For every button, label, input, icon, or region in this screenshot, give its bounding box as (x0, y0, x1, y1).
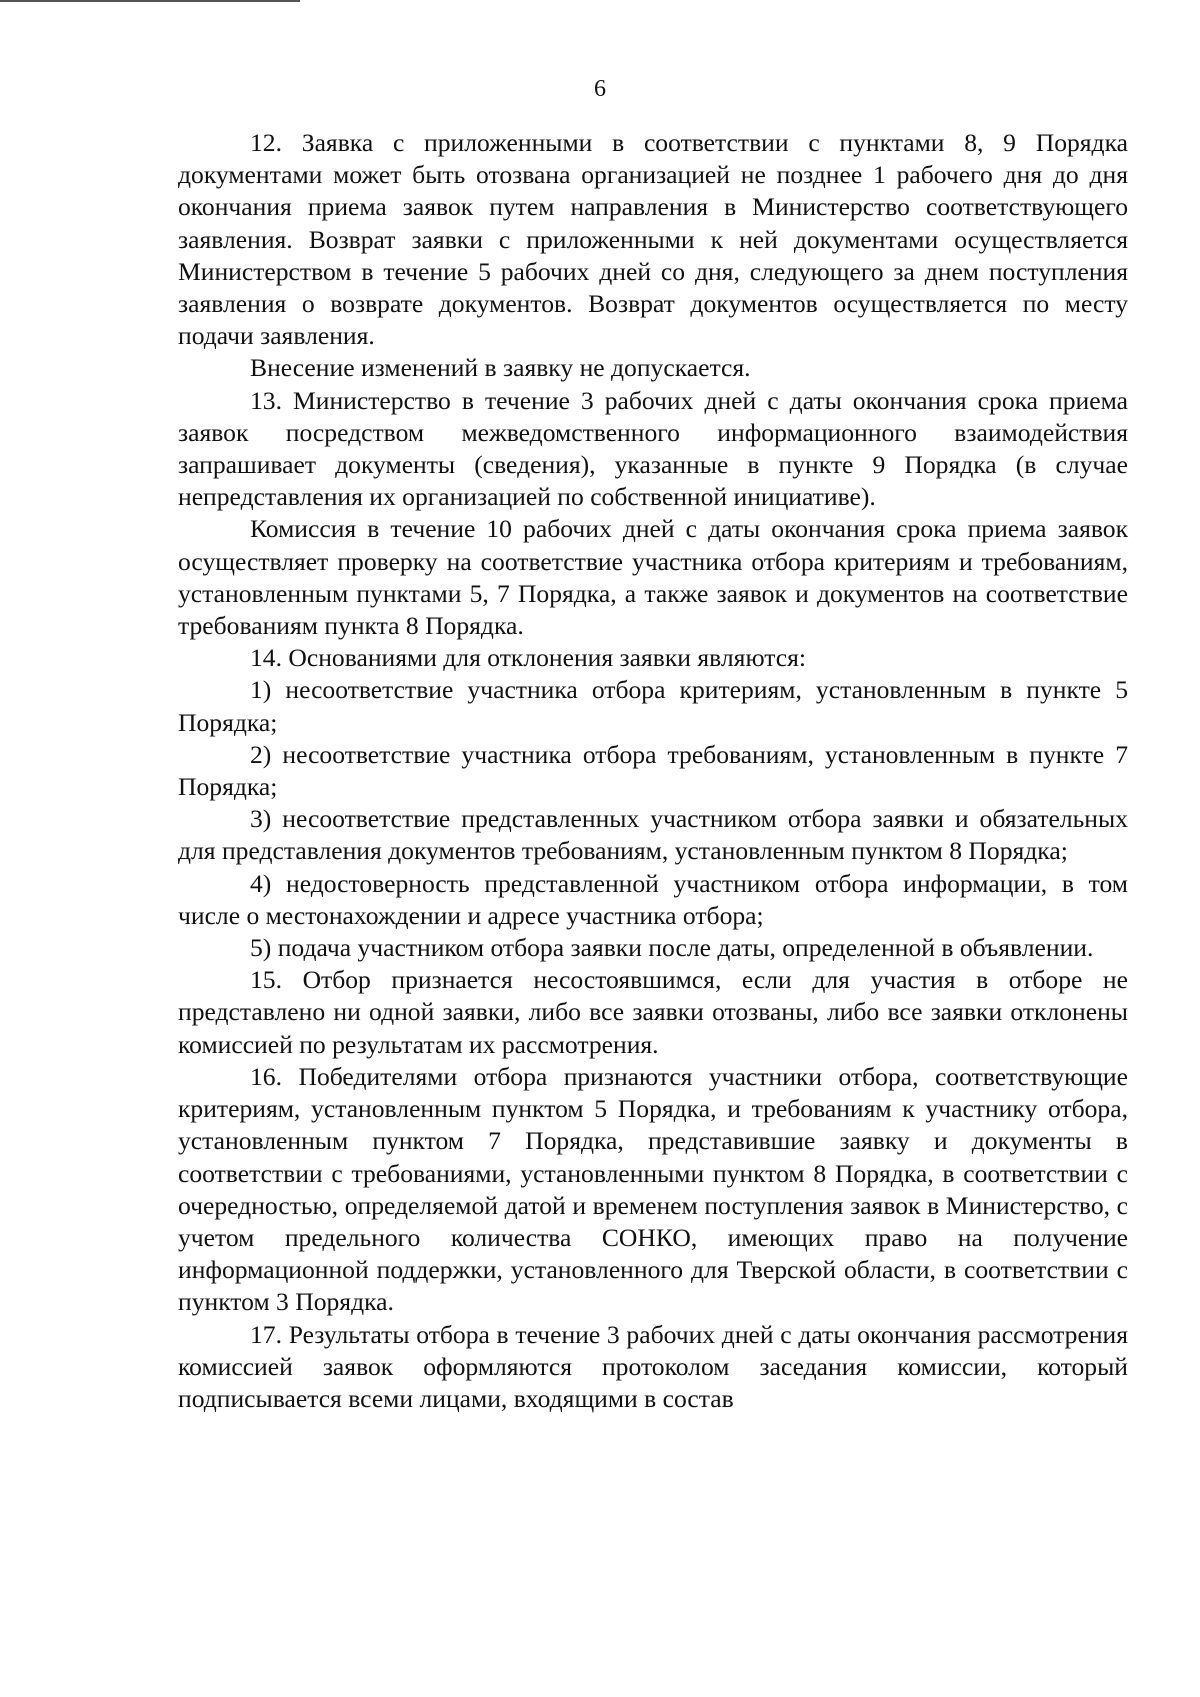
paragraph-no-changes: Внесение изменений в заявку не допускается. (250, 353, 751, 383)
paragraph-12: 12. Заявка с приложенными в соответствии с пунктами 8, 9 Порядка документами может быть отозвана организацией не позднее 1 рабочего дня до дня окончания приема заявок путем направления в Министерство соответствующего заявления. Возврат заявки с приложенными к ней документами осуществляется Министерством в течение 5 рабочих дней со дня, следующего за днем поступления заявления о возврате документов. Возврат документов осуществляется по месту подачи заявления. (178, 128, 1128, 351)
scan-edge-line (0, 0, 300, 2)
paragraph-15: 15. Отбор признается несостоявшимся, если для участия в отборе не представлено ни одной заявки, либо все заявки отозваны, либо все заявки отклонены комиссией по результатам их рассмотрения. (178, 965, 1128, 1059)
list-item-3: 3) несоответствие представленных участником отбора заявки и обязательных для представления документов требованиям, установленным пунктом 8 Порядка; (178, 804, 1128, 866)
paragraph-14: 14. Основаниями для отклонения заявки являются: (250, 643, 806, 673)
paragraph-17: 17. Результаты отбора в течение 3 рабочих дней с даты окончания рассмотрения комиссией заявок оформляются протоколом заседания комиссии, который подписывается всеми лицами, входящими в состав (178, 1319, 1128, 1413)
paragraph-13: 13. Министерство в течение 3 рабочих дней с даты окончания срока приема заявок посредством межведомственного информационного взаимодействия запрашивает документы (сведения), указанные в пункте 9 Порядка (в случае непредставления их организацией по собственной инициативе). (178, 385, 1128, 512)
list-item-5: 5) подача участником отбора заявки после даты, определенной в объявлении. (250, 933, 1094, 963)
document-body (178, 127, 1128, 1415)
list-item-1: 1) несоответствие участника отбора критериям, установленным в пункте 5 Порядка; (178, 675, 1128, 737)
paragraph-16: 16. Победителями отбора признаются участники отбора, соответствующие критериям, установленным пунктом 5 Порядка, и требованиям к участнику отбора, установленным пунктом 7 Порядка, представившие заявку и документы в соответствии с требованиями, установленными пунктом 8 Порядка, в соответствии с очередностью, определяемой датой и временем поступления заявок в Министерство, с учетом предельного количества СОНКО, имеющих право на получение информационной поддержки, установленного для Тверской области, в соответствии с пунктом 3 Порядка. (178, 1061, 1128, 1317)
list-item-4: 4) недостоверность представленной участником отбора информации, в том числе о местонахождении и адресе участника отбора; (178, 868, 1128, 930)
list-item-2: 2) несоответствие участника отбора требованиям, установленным в пункте 7 Порядка; (178, 739, 1128, 802)
page-number: 6 (594, 76, 606, 102)
paragraph-commission-check: Комиссия в течение 10 рабочих дней с даты окончания срока приема заявок осуществляет проверку на соответствие участника отбора критериям и требованиям, установленным пунктами 5, 7 Порядка, а также заявок и документов на соответствие требованиям пункта 8 Порядка. (178, 514, 1128, 641)
